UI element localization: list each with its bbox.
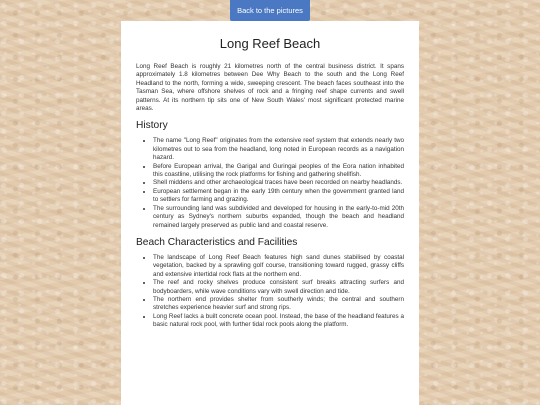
list-item: • European settlement began in the early 19th century when the government granted land to settlers for farming and grazing. <box>153 188 404 205</box>
list-item: • The reef and rocky shelves produce consistent surf breaks attracting surfers and bodyboarders, while wave conditions vary with swell direction and tide. <box>153 279 404 296</box>
list-item: • The landscape of Long Reef Beach features high sand dunes stabilised by coastal vegetation, backed by a sprawling golf course, transitioning toward rugged, grassy cliffs and extensive intertidal rock flats at the northern end. <box>153 254 404 279</box>
back-to-pictures-button[interactable]: Back to the pictures <box>230 0 310 21</box>
article-card <box>121 21 419 405</box>
characteristics-list <box>136 254 404 330</box>
history-heading: History <box>136 120 168 132</box>
page-title: Long Reef Beach <box>219 36 321 51</box>
history-list <box>136 137 404 229</box>
list-item: • The name "Long Reef" originates from the extensive reef system that extends nearly two kilometres out to sea from the headland, long noted in European records as a navigation hazard. <box>153 137 404 162</box>
list-item: • The northern end provides shelter from southerly winds; the central and southern stretches experience heavier surf and strong rips. <box>153 296 404 313</box>
list-item: • Before European arrival, the Garigal and Guringai peoples of the Eora nation inhabited this coastline, utilising the rock platforms for fishing and gathering shellfish. <box>153 163 404 180</box>
list-item: • Shell middens and other archaeological traces have been recorded on nearby headlands. <box>153 179 404 187</box>
intro-paragraph: Long Reef Beach is roughly 21 kilometres north of the central business district. It spans approximately 1.8 kilometres between Dee Why Beach to the south and the Long Reef Headland to the north, forming a wide, sweeping crescent. The beach faces southeast into the Tasman Sea, where offshore shelves of rock and a fringing reef shape currents and swell patterns. At its northern tip sits one of New South Wales' most significant protected marine areas. <box>136 63 404 113</box>
characteristics-heading: Beach Characteristics and Facilities <box>136 236 298 248</box>
list-item: • The surrounding land was subdivided and developed for housing in the early-to-mid 20th century as Sydney's northern suburbs expanded, though the beach and headland remained largely preserved as public land and coastal reserve. <box>153 205 404 230</box>
list-item: • Long Reef lacks a built concrete ocean pool. Instead, the base of the headland features a basic natural rock pool, with further tidal rock pools along the platform. <box>153 313 404 330</box>
